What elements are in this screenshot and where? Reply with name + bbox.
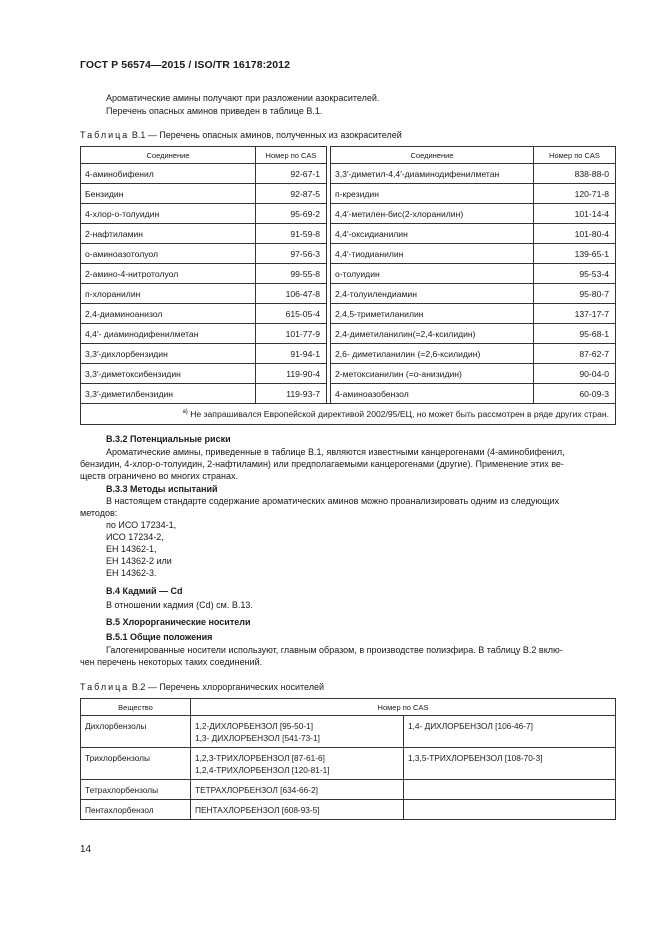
- table-row: [81, 800, 616, 820]
- cas-number-cell: 95-68-1: [534, 324, 616, 344]
- column-header: Вещество: [81, 699, 191, 716]
- compound-cell: Бензидин: [81, 184, 256, 204]
- table-footnote: [81, 404, 616, 425]
- table-header-row: [81, 699, 616, 716]
- cas-number-cell: 91-94-1: [256, 344, 327, 364]
- cas-number-cell: 119-93-7: [256, 384, 327, 404]
- table-row: [81, 716, 616, 748]
- table-footnote-row: [81, 404, 616, 425]
- cas-entry: 1,2-ДИХЛОРБЕНЗОЛ [95-50-1]: [195, 721, 314, 731]
- section-b32-line: ществ ограничено во многих странах.: [80, 471, 238, 481]
- cas-number-cell: 99-55-8: [256, 264, 327, 284]
- cas-list-cell: [404, 780, 616, 800]
- substance-cell: Пентахлорбензол: [81, 800, 191, 820]
- cas-number-cell: 92-87-5: [256, 184, 327, 204]
- cas-entry: ТЕТРАХЛОРБЕНЗОЛ [634-66-2]: [195, 785, 318, 795]
- compound-cell: 2-метоксианилин (=о-анизидин): [331, 364, 534, 384]
- cas-entry: 1,2,4-ТРИХЛОРБЕНЗОЛ [120-81-1]: [195, 765, 330, 775]
- cas-list-cell: [191, 780, 404, 800]
- compound-cell: 3,3′-дихлорбензидин: [81, 344, 256, 364]
- table-row: [81, 364, 616, 384]
- method-item: ЕН 14362-3.: [106, 568, 157, 578]
- hazardous-amines-table: [80, 146, 616, 425]
- table-row: [81, 780, 616, 800]
- cas-number-cell: 615-05-4: [256, 304, 327, 324]
- compound-cell: о-толуидин: [331, 264, 534, 284]
- section-b51-line: чен перечень некоторых таких соединений.: [80, 657, 263, 667]
- cas-list-cell: [191, 800, 404, 820]
- section-b4-text: В отношении кадмия (Cd) см. В.13.: [106, 600, 253, 610]
- cas-number-cell: 101-77-9: [256, 324, 327, 344]
- section-b32-line: Ароматические амины, приведенные в таблице В.1, являются известными канцерогенами (4-аминобифенил,: [106, 447, 565, 457]
- substance-cell: Дихлорбензолы: [81, 716, 191, 748]
- table2-caption-text: В.2 — Перечень хлорорганических носителей: [131, 682, 324, 692]
- section-b5-title: В.5 Хлорорганические носители: [106, 617, 251, 627]
- cas-list-cell: [191, 748, 404, 780]
- compound-cell: 4-аминоазобензол: [331, 384, 534, 404]
- column-header: Соединение: [331, 147, 534, 164]
- cas-number-cell: 95-80-7: [534, 284, 616, 304]
- compound-cell: 4,4′-метилен-бис(2-хлоранилин): [331, 204, 534, 224]
- table-row: [81, 244, 616, 264]
- cas-number-cell: 139-65-1: [534, 244, 616, 264]
- compound-cell: 3,3′-диметил-4,4′-диаминодифенилметан: [331, 164, 534, 184]
- table-header-row: [81, 147, 616, 164]
- document-header: ГОСТ Р 56574—2015 / ISO/TR 16178:2012: [80, 59, 291, 71]
- table-row: [81, 304, 616, 324]
- compound-cell: 2,4-диметиланилин(=2,4-ксилидин): [331, 324, 534, 344]
- cas-entry: 1,2,3-ТРИХЛОРБЕНЗОЛ [87-61-6]: [195, 753, 325, 763]
- method-item: по ИСО 17234-1,: [106, 520, 177, 530]
- compound-cell: 4,4′- диаминодифенилметан: [81, 324, 256, 344]
- column-header: Номер по CAS: [534, 147, 616, 164]
- section-b33-title: В.3.3 Методы испытаний: [106, 484, 218, 494]
- table1-caption-prefix: Таблица: [80, 130, 130, 140]
- compound-cell: 4-хлор-о-толуидин: [81, 204, 256, 224]
- cas-number-cell: 92-67-1: [256, 164, 327, 184]
- section-b51-line: Галогенированные носители используют, главным образом, в производстве полиэфира. В таблицу В.2 вклю-: [106, 645, 563, 655]
- cas-entry: 1,3,5-ТРИХЛОРБЕНЗОЛ [108-70-3]: [408, 753, 543, 763]
- table2-caption-prefix: Таблица: [80, 682, 130, 692]
- compound-cell: 4,4′-тиодианилин: [331, 244, 534, 264]
- method-item: ЕН 14362-2 или: [106, 556, 172, 566]
- method-item: ИСО 17234-2,: [106, 532, 164, 542]
- cas-entry: ПЕНТАХЛОРБЕНЗОЛ [608-93-5]: [195, 805, 320, 815]
- substance-cell: Тетрахлорбензолы: [81, 780, 191, 800]
- cas-number-cell: 91-59-8: [256, 224, 327, 244]
- cas-number-cell: 97-56-3: [256, 244, 327, 264]
- footnote-marker: a): [182, 409, 188, 415]
- compound-cell: п-хлоранилин: [81, 284, 256, 304]
- cas-number-cell: 101-80-4: [534, 224, 616, 244]
- cas-number-cell: 106-47-8: [256, 284, 327, 304]
- cas-number-cell: 119-90-4: [256, 364, 327, 384]
- column-header: Номер по CAS: [256, 147, 327, 164]
- section-b33-line: В настоящем стандарте содержание ароматических аминов можно проанализировать одним из следующих: [106, 496, 560, 506]
- table-row: [81, 224, 616, 244]
- compound-cell: 2-нафтиламин: [81, 224, 256, 244]
- compound-cell: 3,3′-диметилбензидин: [81, 384, 256, 404]
- cas-number-cell: 87-62-7: [534, 344, 616, 364]
- section-b32-title: В.3.2 Потенциальные риски: [106, 434, 231, 444]
- table-row: [81, 324, 616, 344]
- table-row: [81, 284, 616, 304]
- cas-number-cell: 120-71-8: [534, 184, 616, 204]
- table-row: [81, 164, 616, 184]
- cas-number-cell: 90-04-0: [534, 364, 616, 384]
- compound-cell: 2,4-диаминоанизол: [81, 304, 256, 324]
- cas-list-cell: [404, 748, 616, 780]
- chlororganic-carriers-table: [80, 698, 616, 820]
- compound-cell: 2-амино-4-нитротолуол: [81, 264, 256, 284]
- compound-cell: 4-аминобифенил: [81, 164, 256, 184]
- table2-caption: [80, 682, 324, 692]
- compound-cell: 3,3′-диметоксибензидин: [81, 364, 256, 384]
- table-row: [81, 344, 616, 364]
- section-b32-line: бензидин, 4-хлор-о-толуидин, 2-нафтиламин) или предполагаемыми канцерогенами (другие). Применение этих ве-: [80, 459, 564, 469]
- compound-cell: 4,4′-оксидианилин: [331, 224, 534, 244]
- cas-list-cell: [191, 716, 404, 748]
- table-row: [81, 748, 616, 780]
- cas-entry: 1,3- ДИХЛОРБЕНЗОЛ [541-73-1]: [195, 733, 320, 743]
- cas-list-cell: [404, 716, 616, 748]
- section-b4-title: В.4 Кадмий — Cd: [106, 586, 183, 596]
- cas-number-cell: 95-69-2: [256, 204, 327, 224]
- table-row: [81, 184, 616, 204]
- compound-cell: о-аминоазотолуол: [81, 244, 256, 264]
- section-b51-title: В.5.1 Общие положения: [106, 632, 213, 642]
- table-row: [81, 264, 616, 284]
- cas-entry: 1,4- ДИХЛОРБЕНЗОЛ [106-46-7]: [408, 721, 533, 731]
- table1-caption-text: В.1 — Перечень опасных аминов, полученных из азокрасителей: [131, 130, 402, 140]
- substance-cell: Трихлорбензолы: [81, 748, 191, 780]
- cas-number-cell: 838-88-0: [534, 164, 616, 184]
- intro-line-2: Перечень опасных аминов приведен в таблице В.1.: [106, 106, 323, 116]
- compound-cell: 2,4,5-триметиланилин: [331, 304, 534, 324]
- compound-cell: 2,6- диметиланилин (=2,6-ксилидин): [331, 344, 534, 364]
- intro-line-1: Ароматические амины получают при разложении азокрасителей.: [106, 93, 380, 103]
- page-number: 14: [80, 844, 92, 855]
- table1-caption: [80, 130, 402, 140]
- cas-number-cell: 60-09-3: [534, 384, 616, 404]
- compound-cell: 2,4-толуилендиамин: [331, 284, 534, 304]
- column-header: Номер по CAS: [191, 699, 616, 716]
- cas-number-cell: 95-53-4: [534, 264, 616, 284]
- cas-list-cell: [404, 800, 616, 820]
- footnote-text: Не запрашивался Европейской директивой 2002/95/ЕЦ, но может быть рассмотрен в ряде других стран.: [190, 409, 609, 419]
- cas-number-cell: 137-17-7: [534, 304, 616, 324]
- cas-number-cell: 101-14-4: [534, 204, 616, 224]
- section-b33-line: методов:: [80, 508, 118, 518]
- table-row: [81, 384, 616, 404]
- table-row: [81, 204, 616, 224]
- compound-cell: п-крезидин: [331, 184, 534, 204]
- method-item: ЕН 14362-1,: [106, 544, 157, 554]
- column-header: Соединение: [81, 147, 256, 164]
